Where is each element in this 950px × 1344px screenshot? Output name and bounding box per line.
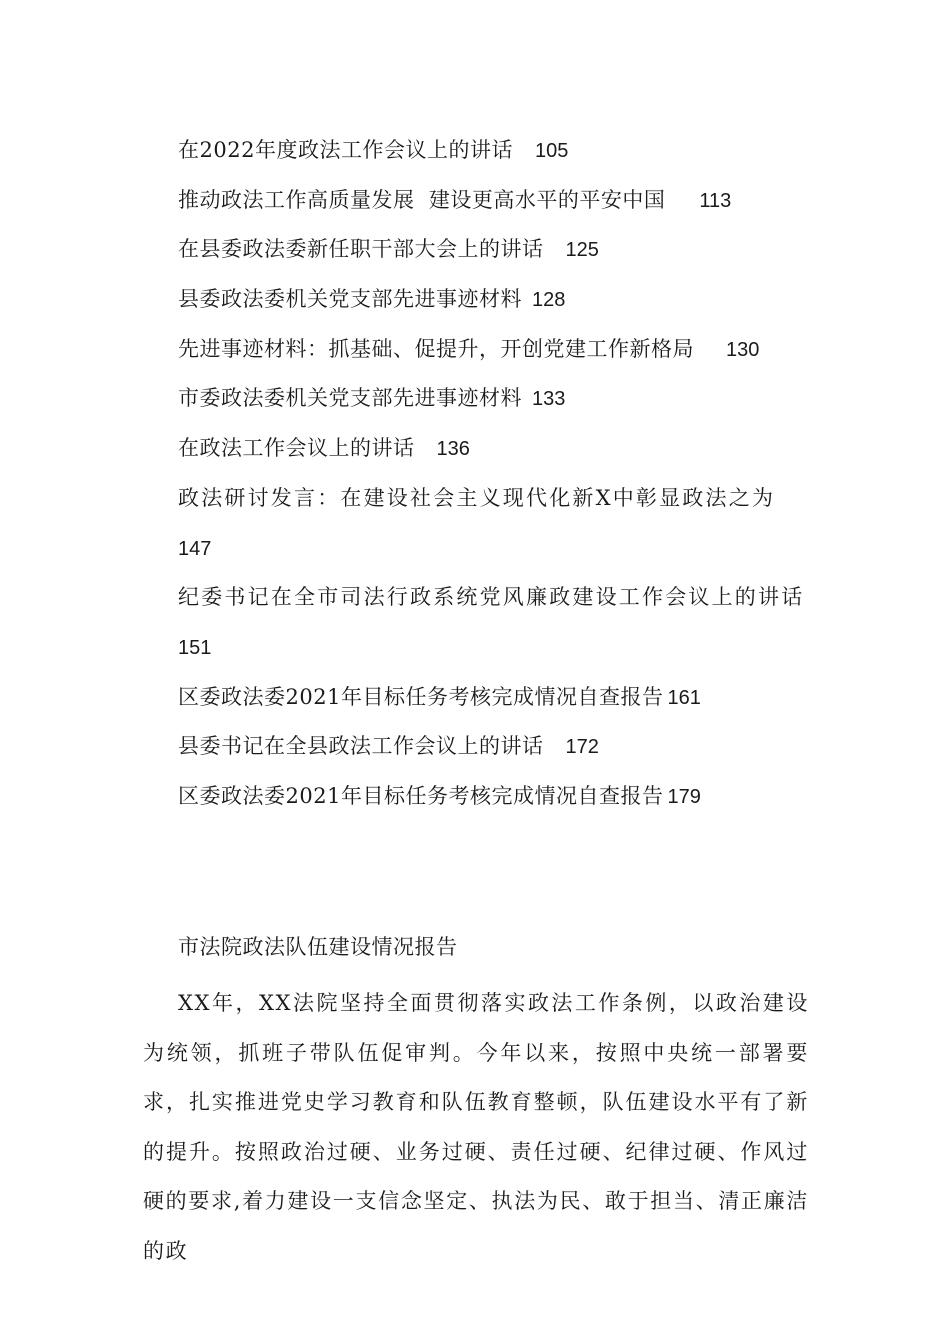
toc-entry[interactable]	[178, 729, 818, 779]
toc-entry-title: 在县委政法委新任职干部大会上的讲话	[178, 237, 544, 262]
toc-entry[interactable]	[178, 431, 818, 481]
toc-entry[interactable]	[178, 381, 818, 431]
toc-entry[interactable]	[178, 232, 818, 282]
toc-entry-title: 县委书记在全县政法工作会议上的讲话	[178, 734, 544, 759]
toc-entry-title: 在2022年度政法工作会议上的讲话	[178, 138, 513, 162]
toc-entry-title: 区委政法委2021年目标任务考核完成情况自查报告	[178, 783, 664, 808]
toc-entry-page: 161	[667, 686, 701, 709]
toc-entry-page: 125	[565, 239, 599, 262]
toc-entry-continuation	[178, 630, 818, 680]
toc-entry[interactable]	[178, 332, 818, 382]
toc-entry-page: 151	[178, 636, 212, 659]
toc-entry[interactable]	[178, 580, 818, 630]
toc-entry-title: 区委政法委2021年目标任务考核完成情况自查报告	[178, 684, 664, 709]
toc-entry-title: 市委政法委机关党支部先进事迹材料	[178, 386, 522, 411]
toc-entry-title: 在政法工作会议上的讲话	[178, 436, 415, 461]
toc-entry-title: 县委政法委机关党支部先进事迹材料	[178, 287, 522, 312]
toc-entry-page: 179	[667, 785, 701, 808]
toc-entry-page: 113	[699, 189, 732, 212]
article-paragraph: XX年，XX法院坚持全面贯彻落实政法工作条例，以政治建设为统领，抓班子带队伍促审判。今年以来，按照中央统一部署要求，扎实推进党史学习教育和队伍教育整顿，队伍建设水平有了新的提升。按照政治过硬、业务过硬、责任过硬、纪律过硬、作风过硬的要求,着力建设一支信念坚定、执法为民、敢于担当、清正廉洁的政	[143, 991, 809, 1263]
toc-entry[interactable]	[178, 282, 818, 332]
toc-entry-title: 推动政法工作高质量发展 建设更高水平的平安中国	[178, 187, 666, 212]
toc-entry-page: 136	[436, 438, 470, 461]
toc-entry-page: 105	[534, 140, 569, 162]
toc-entry[interactable]	[178, 779, 818, 829]
toc-entry-title: 政法研讨发言：在建设社会主义现代化新X中彰显政法之为	[178, 485, 776, 510]
toc-entry-page: 172	[565, 736, 599, 759]
toc-entry[interactable]	[178, 133, 818, 183]
toc-entry-title: 纪委书记在全市司法行政系统党风廉政建设工作会议上的讲话	[178, 585, 805, 610]
table-of-contents	[178, 133, 818, 829]
toc-entry-title: 先进事迹材料：抓基础、促提升，开创党建工作新格局	[178, 336, 694, 361]
toc-entry[interactable]	[178, 481, 818, 531]
toc-entry[interactable]	[178, 183, 818, 233]
toc-entry[interactable]	[178, 680, 818, 730]
article-title: 市法院政法队伍建设情况报告	[178, 935, 458, 959]
toc-entry-page: 147	[178, 537, 212, 560]
toc-entry-page: 133	[532, 388, 566, 411]
toc-entry-continuation	[178, 531, 818, 581]
toc-entry-page: 128	[532, 289, 566, 312]
toc-entry-page: 130	[726, 338, 760, 361]
